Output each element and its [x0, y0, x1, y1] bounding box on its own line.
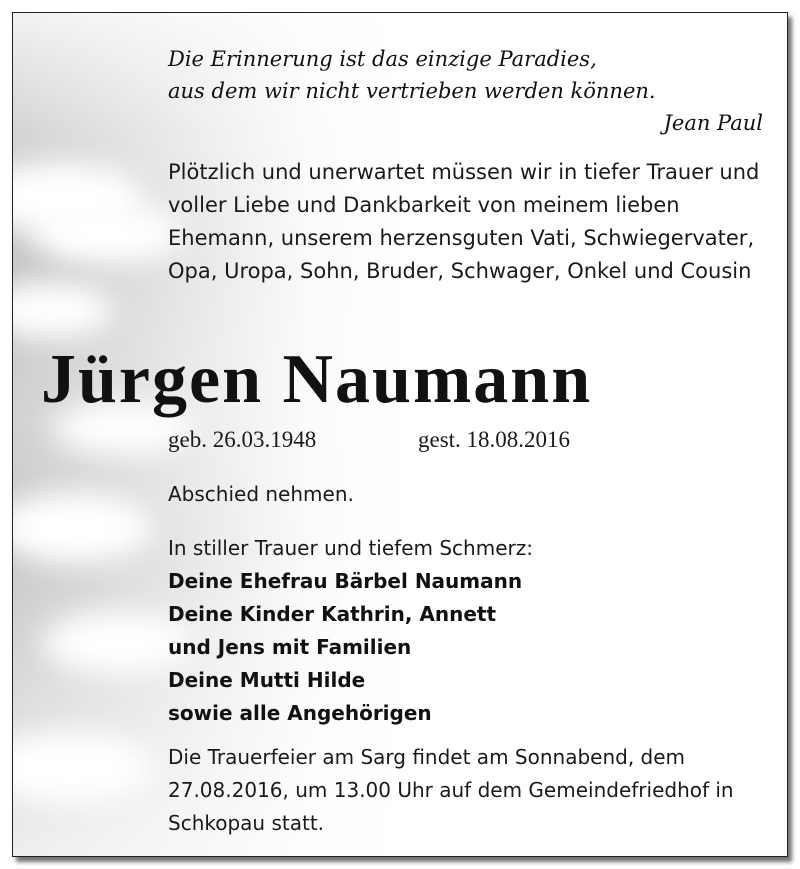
mourners-intro: In stiller Trauer und tiefem Schmerz:: [168, 536, 533, 560]
farewell-text: Abschied nehmen.: [168, 482, 354, 506]
mourners-list: [168, 565, 768, 730]
quote-line: aus dem wir nicht vertrieben werden können.: [168, 79, 656, 103]
life-dates: [168, 425, 768, 455]
birth-date: geb. 26.03.1948: [168, 427, 317, 452]
quote-block: [168, 43, 763, 139]
deceased-name: Jürgen Naumann: [41, 341, 593, 418]
quote-line: Die Erinnerung ist das einzige Paradies,: [168, 47, 597, 71]
obituary-card: [12, 12, 788, 857]
mourner-line: Deine Kinder Kathrin, Annett: [168, 602, 497, 626]
mourner-line: Deine Ehefrau Bärbel Naumann: [168, 569, 523, 593]
mourner-line: Deine Mutti Hilde: [168, 668, 366, 692]
death-date: gest. 18.08.2016: [418, 427, 571, 452]
intro-text: Plötzlich und unerwartet müssen wir in tiefer Trauer und voller Liebe und Dankbarkeit von meinem lieben Ehemann, unserem herzensguten Vati, Schwiegervater, Opa, Uropa, Sohn, Bruder, Schwager, Onkel und Cousin: [168, 160, 760, 283]
mourner-line: und Jens mit Familien: [168, 635, 412, 659]
quote-author: Jean Paul: [663, 111, 763, 135]
ceremony-info: Die Trauerfeier am Sarg findet am Sonnabend, dem 27.08.2016, um 13.00 Uhr auf dem Gemeindefriedhof in Schkopau statt.: [168, 745, 734, 835]
obituary-content: [13, 13, 787, 856]
mourner-line: sowie alle Angehörigen: [168, 701, 432, 725]
